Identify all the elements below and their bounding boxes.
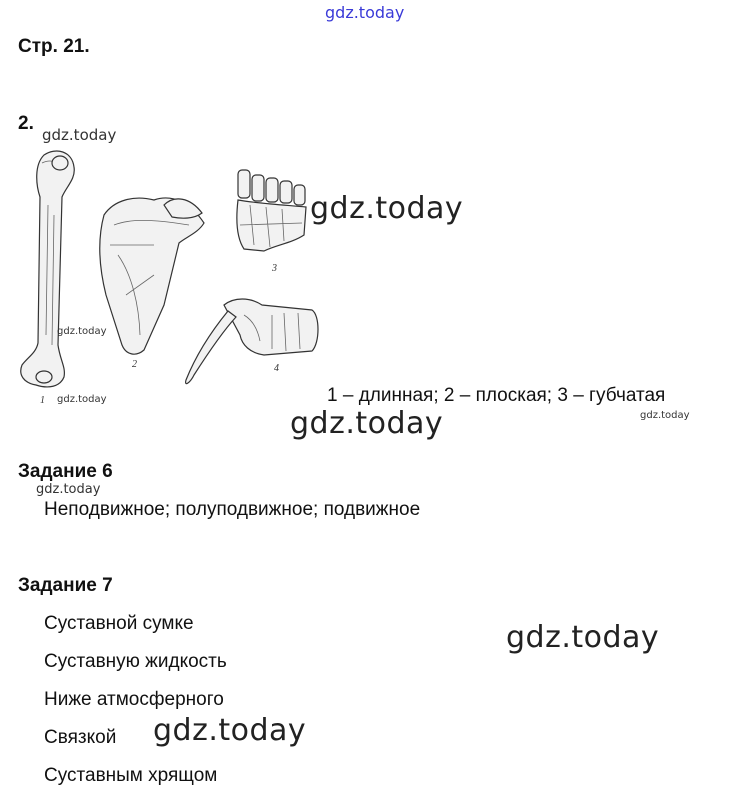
figure-label-1: 1	[40, 395, 45, 406]
exercise2-answer: 1 – длинная; 2 – плоская; 3 – губчатая	[327, 385, 666, 406]
long-bone-drawing	[21, 151, 74, 387]
watermark-top: gdz.today	[325, 3, 405, 22]
task7-answer-2: Суставную жидкость	[44, 651, 227, 672]
watermark-answer-large: gdz.today	[290, 406, 444, 441]
flat-bone-drawing	[100, 198, 204, 354]
watermark-task7-right: gdz.today	[506, 620, 660, 655]
watermark-figure-small-left: gdz.today	[57, 326, 107, 337]
figure-label-3: 3	[272, 263, 277, 274]
task7-answer-3: Ниже атмосферного	[44, 689, 224, 710]
exercise-number: 2.	[18, 113, 34, 134]
spongy-bone-drawing	[237, 170, 306, 251]
vertebra-drawing	[186, 299, 318, 384]
figure-label-4: 4	[274, 363, 279, 374]
watermark-figure-small-bottom: gdz.today	[57, 394, 107, 405]
watermark-figure-top: gdz.today	[42, 126, 117, 144]
watermark-answer-small: gdz.today	[640, 410, 690, 421]
page-title: Стр. 21.	[18, 36, 90, 57]
watermark-task7-inline: gdz.today	[153, 713, 307, 748]
watermark-figure-mid: gdz.today	[310, 191, 464, 226]
task7-heading: Задание 7	[18, 575, 113, 596]
task7-answer-5: Суставным хрящом	[44, 765, 218, 786]
bones-illustration	[14, 145, 334, 410]
task6-heading: Задание 6	[18, 461, 113, 482]
task7-answer-1: Суставной сумке	[44, 613, 194, 634]
task6-answer: Неподвижное; полуподвижное; подвижное	[44, 499, 421, 520]
figure-label-2: 2	[132, 359, 137, 370]
watermark-task6: gdz.today	[36, 482, 101, 497]
task7-answer-4: Связкой	[44, 727, 117, 748]
